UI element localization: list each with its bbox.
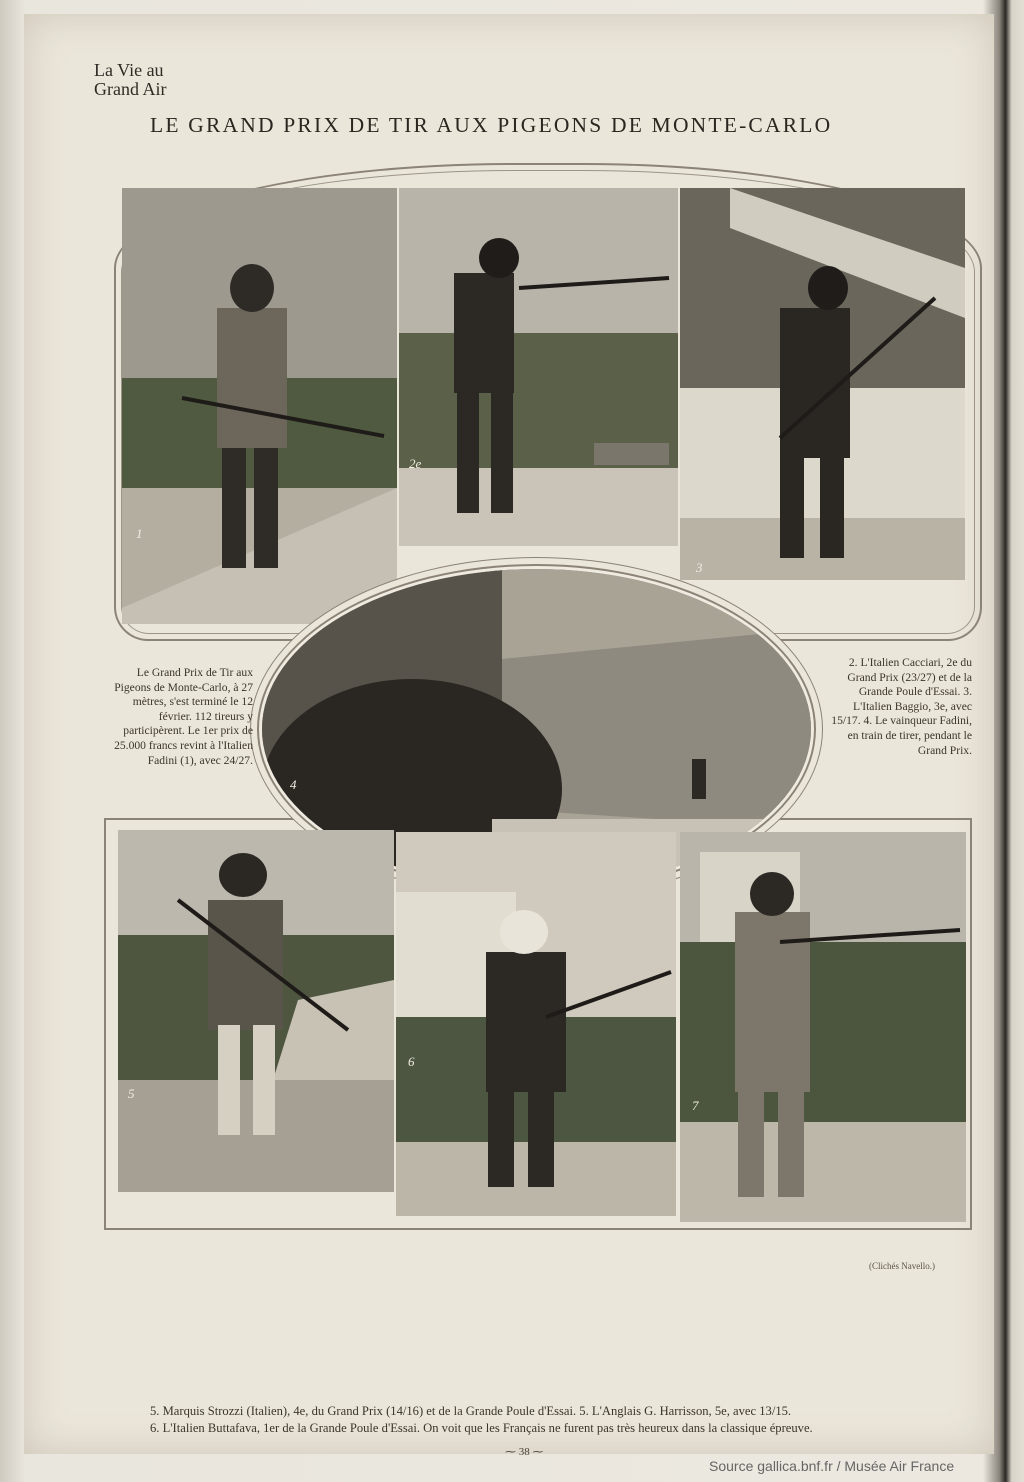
page-number-value: 38	[518, 1446, 530, 1458]
photo-1-number: 1	[136, 526, 143, 541]
caption-right: 2. L'Italien Cacciari, 2e du Grand Prix (23/27) et de la Grande Poule d'Essai. 3. L'Italien Baggio, 3e, avec 15/17. 4. Le vainqueur Fadini, en train de tirer, pendant le Grand Prix.	[831, 656, 972, 757]
photo-6-number: 6	[408, 1054, 415, 1069]
caption-left: Le Grand Prix de Tir aux Pigeons de Monte-Carlo, à 27 mètres, s'est terminé le 12 février. 112 tireurs y participèrent. Le 1er prix de 25.000 francs revint à l'Italien Fadini (1), avec 24/27.	[114, 666, 253, 767]
photo-5-number: 5	[128, 1086, 135, 1101]
masthead-line-2: Grand Air	[94, 79, 167, 99]
masthead-line-1: La Vie au	[94, 60, 164, 80]
page-number	[505, 1445, 544, 1458]
photo-3-baggio	[680, 188, 965, 580]
ornament-right: ⁓	[529, 1446, 544, 1458]
source-attribution: Source gallica.bnf.fr / Musée Air France	[709, 1458, 955, 1474]
photo-credit: (Clichés Navello.)	[869, 1261, 935, 1271]
bottom-caption-line-1: 5. Marquis Strozzi (Italien), 4e, du Grand Prix (14/16) et de la Grande Poule d'Essai. 5. L'Anglais G. Harrisson, 5e, avec 13/15.	[150, 1404, 792, 1418]
photo-2-number: 2e	[409, 456, 422, 471]
page-title: LE GRAND PRIX DE TIR AUX PIGEONS DE MONTE-CARLO	[150, 113, 833, 137]
photo-1-fadini	[122, 188, 397, 624]
ornament-left: ⁓	[505, 1446, 519, 1458]
photo-5-strozzi	[118, 830, 394, 1192]
masthead	[94, 61, 166, 99]
photo-7-harrisson	[680, 832, 966, 1222]
photo-2-cacciari	[399, 188, 678, 546]
photo-4-number: 4	[290, 777, 297, 792]
photo-3-number: 3	[696, 560, 703, 575]
bottom-caption-line-2: 6. L'Italien Buttafava, 1er de la Grande Poule d'Essai. On voit que les Français ne furent pas très heureux dans la classique épreuve.	[150, 1421, 813, 1435]
photo-7-number: 7	[692, 1098, 699, 1113]
photo-6-buttafava	[396, 832, 676, 1216]
bottom-caption	[150, 1403, 930, 1437]
